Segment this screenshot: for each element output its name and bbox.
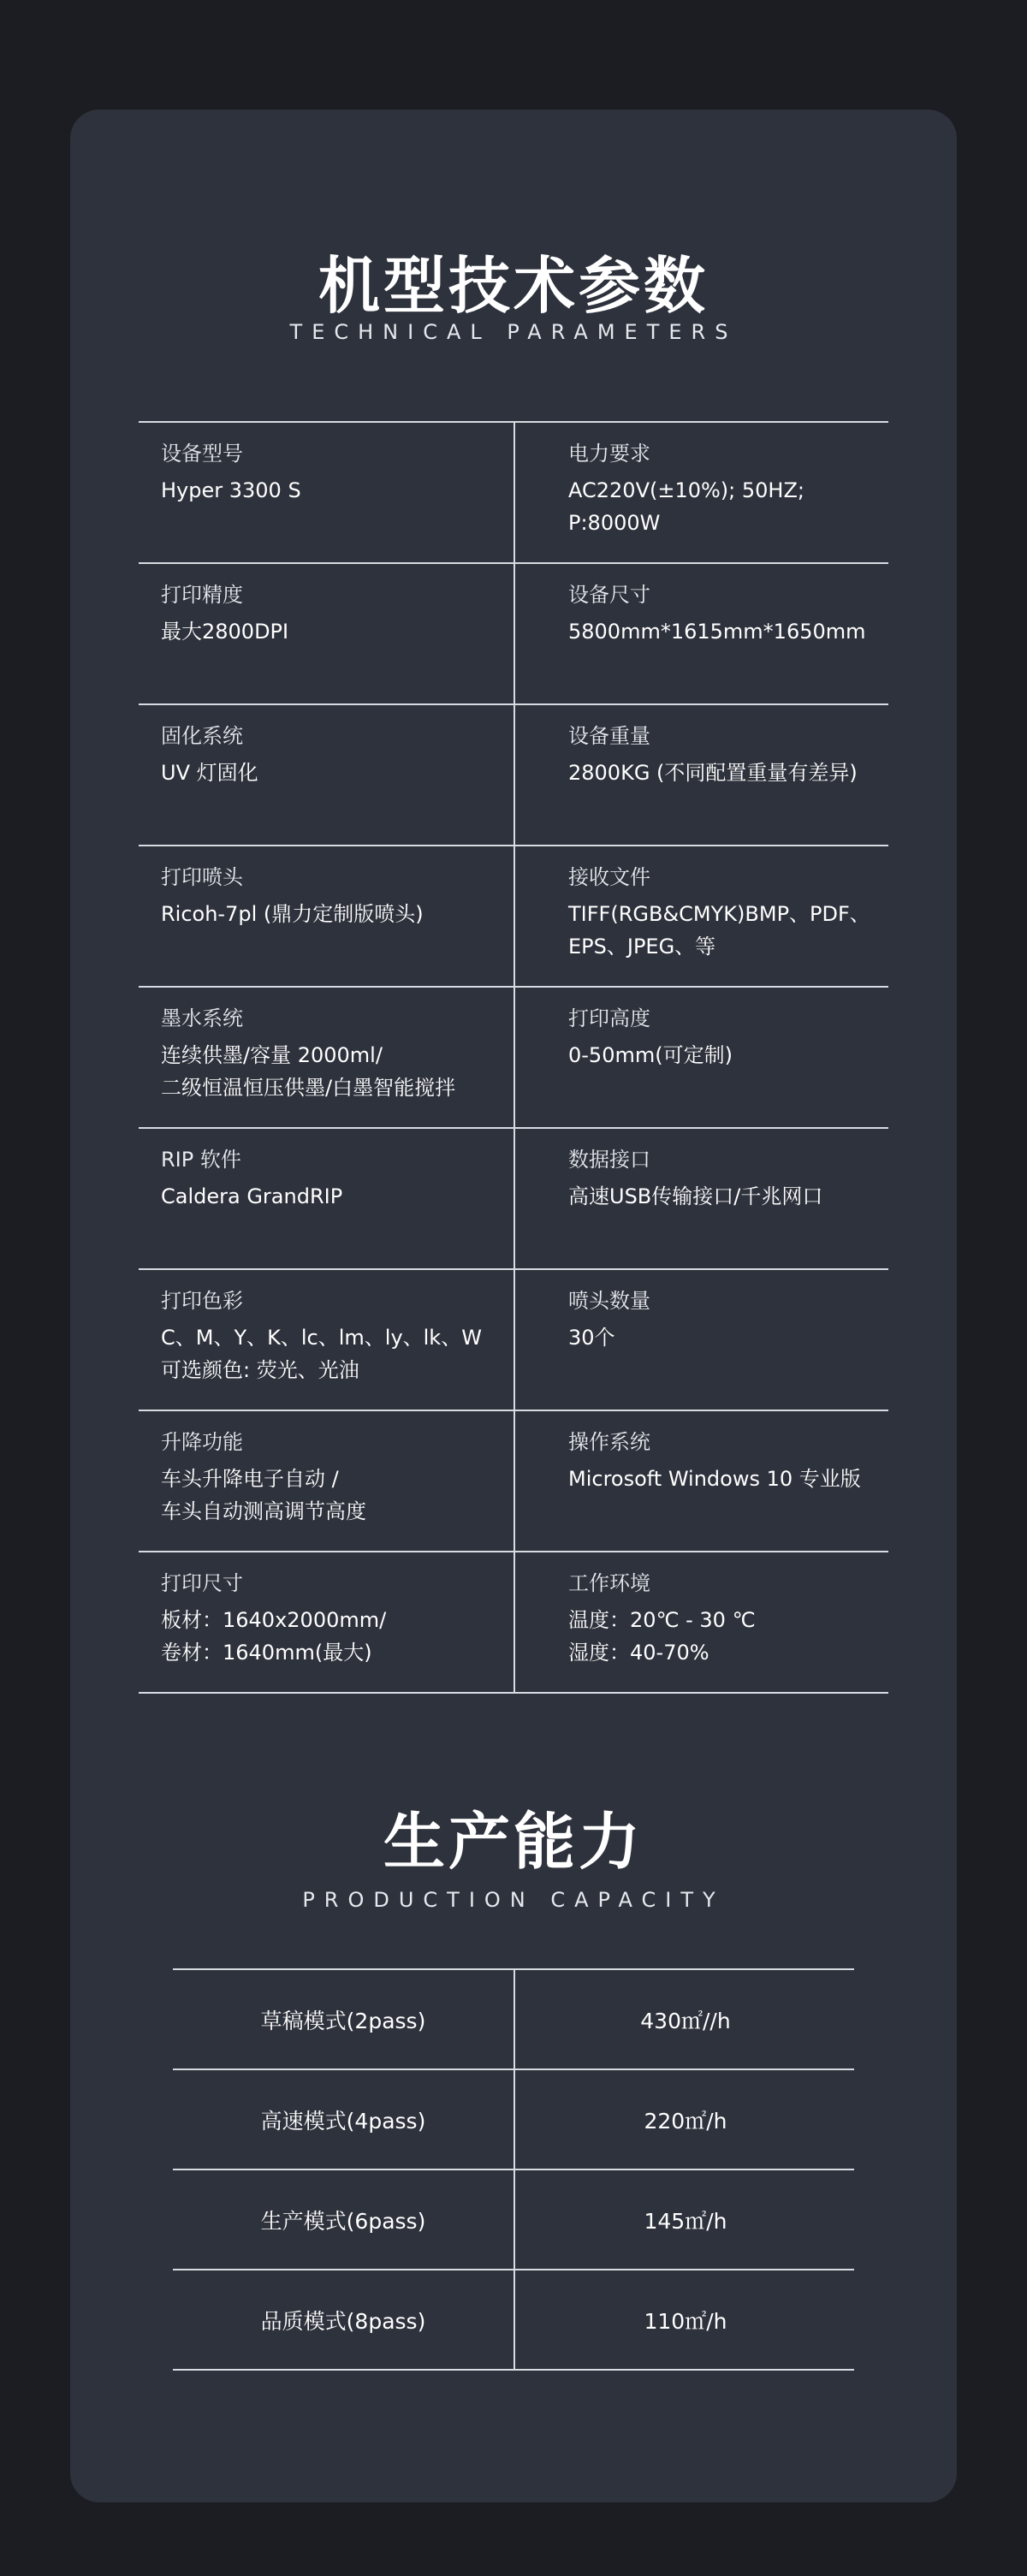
spec-value: 高速USB传输接口/千兆网口 [568, 1184, 823, 1208]
capacity-title: 生产能力 [383, 1806, 644, 1878]
spec-label: 打印高度 [568, 1006, 650, 1030]
spec-row [139, 1127, 888, 1268]
spec-cell [161, 1411, 503, 1551]
spec-label: 操作系统 [568, 1430, 650, 1454]
spec-value: 最大2800DPI [161, 620, 289, 644]
spec-cell [568, 705, 893, 845]
spec-cell [161, 846, 503, 986]
print-mode: 生产模式(6pass) [260, 2208, 426, 2234]
row-divider [514, 705, 515, 845]
spec-row [139, 1268, 888, 1410]
spec-value: 板材：1640x2000mm/ 卷材：1640mm(最大) [161, 1608, 387, 1665]
spec-row [139, 1410, 888, 1551]
spec-label: 数据接口 [568, 1148, 650, 1172]
spec-label: 升降功能 [161, 1430, 243, 1454]
spec-label: 打印精度 [161, 583, 243, 607]
spec-value: Microsoft Windows 10 专业版 [568, 1467, 861, 1491]
row-divider [514, 423, 515, 562]
spec-cell [161, 1270, 503, 1410]
row-divider [514, 1552, 515, 1692]
spec-value: Ricoh-7pl (鼎力定制版喷头) [161, 902, 424, 926]
row-divider [514, 988, 515, 1127]
spec-label: 打印喷头 [161, 865, 243, 889]
spec-row [139, 1551, 888, 1694]
spec-cell [568, 846, 893, 986]
spec-cell [161, 423, 503, 562]
row-divider [514, 564, 515, 703]
spec-label: 喷头数量 [568, 1289, 650, 1313]
capacity-table [173, 1968, 854, 2371]
spec-cell [568, 1411, 893, 1551]
spec-value: 连续供墨/容量 2000ml/ 二级恒温恒压供墨/白墨智能搅拌 [161, 1043, 456, 1100]
spec-value: 温度：20℃ - 30 ℃ 湿度：40-70% [568, 1608, 756, 1665]
spec-label: 电力要求 [568, 442, 650, 466]
capacity-row [173, 2169, 854, 2269]
spec-label: 接收文件 [568, 865, 650, 889]
spec-cell [161, 705, 503, 845]
spec-label: 打印色彩 [161, 1289, 243, 1313]
spec-cell [568, 1270, 893, 1410]
spec-cell [161, 564, 503, 703]
spec-value: AC220V(±10%); 50HZ; P:8000W [568, 478, 804, 535]
spec-value: 5800mm*1615mm*1650mm [568, 620, 866, 644]
spec-value: UV 灯固化 [161, 761, 258, 785]
row-divider [514, 1270, 515, 1410]
spec-cell [568, 1552, 893, 1692]
spec-table [139, 421, 888, 1694]
print-mode: 品质模式(8pass) [260, 2308, 426, 2334]
print-mode: 高速模式(4pass) [260, 2108, 426, 2134]
print-mode: 草稿模式(2pass) [260, 2008, 426, 2033]
spec-value: TIFF(RGB&CMYK)BMP、PDF、 EPS、JPEG、等 [568, 902, 870, 959]
capacity-row [173, 2269, 854, 2371]
capacity-row [173, 2069, 854, 2169]
spec-cell [161, 988, 503, 1127]
spec-label: 工作环境 [568, 1571, 650, 1595]
spec-label: 设备重量 [568, 724, 650, 748]
technical-subtitle: TECHNICAL PARAMETERS [289, 320, 738, 344]
print-rate: 220㎡/h [644, 2108, 727, 2134]
spec-label: 设备型号 [161, 442, 243, 466]
spec-value: 2800KG (不同配置重量有差异) [568, 761, 858, 785]
spec-row [139, 703, 888, 845]
spec-label: RIP 软件 [161, 1148, 241, 1172]
spec-row [139, 986, 888, 1127]
capacity-subtitle: PRODUCTION CAPACITY [302, 1888, 725, 1912]
spec-cell [161, 1129, 503, 1268]
spec-cell [568, 1129, 893, 1268]
spec-row [139, 562, 888, 703]
row-divider [514, 846, 515, 986]
spec-cell [568, 988, 893, 1127]
spec-label: 墨水系统 [161, 1006, 243, 1030]
spec-value: 车头升降电子自动 / 车头自动测高调节高度 [161, 1467, 366, 1523]
spec-value: Caldera GrandRIP [161, 1184, 343, 1208]
capacity-row [173, 1968, 854, 2069]
print-rate: 110㎡/h [644, 2308, 727, 2334]
print-rate: 145㎡/h [644, 2208, 727, 2234]
row-divider [514, 1411, 515, 1551]
spec-label: 固化系统 [161, 724, 243, 748]
technical-title: 机型技术参数 [318, 250, 709, 322]
spec-value: C、M、Y、K、lc、lm、ly、lk、W 可选颜色: 荧光、光油 [161, 1326, 482, 1382]
spec-value: 30个 [568, 1326, 615, 1350]
print-rate: 430㎡//h [640, 2008, 731, 2033]
spec-label: 设备尺寸 [568, 583, 650, 607]
spec-value: 0-50mm(可定制) [568, 1043, 733, 1067]
row-divider [514, 1129, 515, 1268]
spec-row [139, 421, 888, 562]
spec-cell [568, 564, 893, 703]
spec-value: Hyper 3300 S [161, 478, 301, 502]
spec-cell [161, 1552, 503, 1692]
spec-cell [568, 423, 893, 562]
spec-row [139, 845, 888, 986]
spec-label: 打印尺寸 [161, 1571, 243, 1595]
